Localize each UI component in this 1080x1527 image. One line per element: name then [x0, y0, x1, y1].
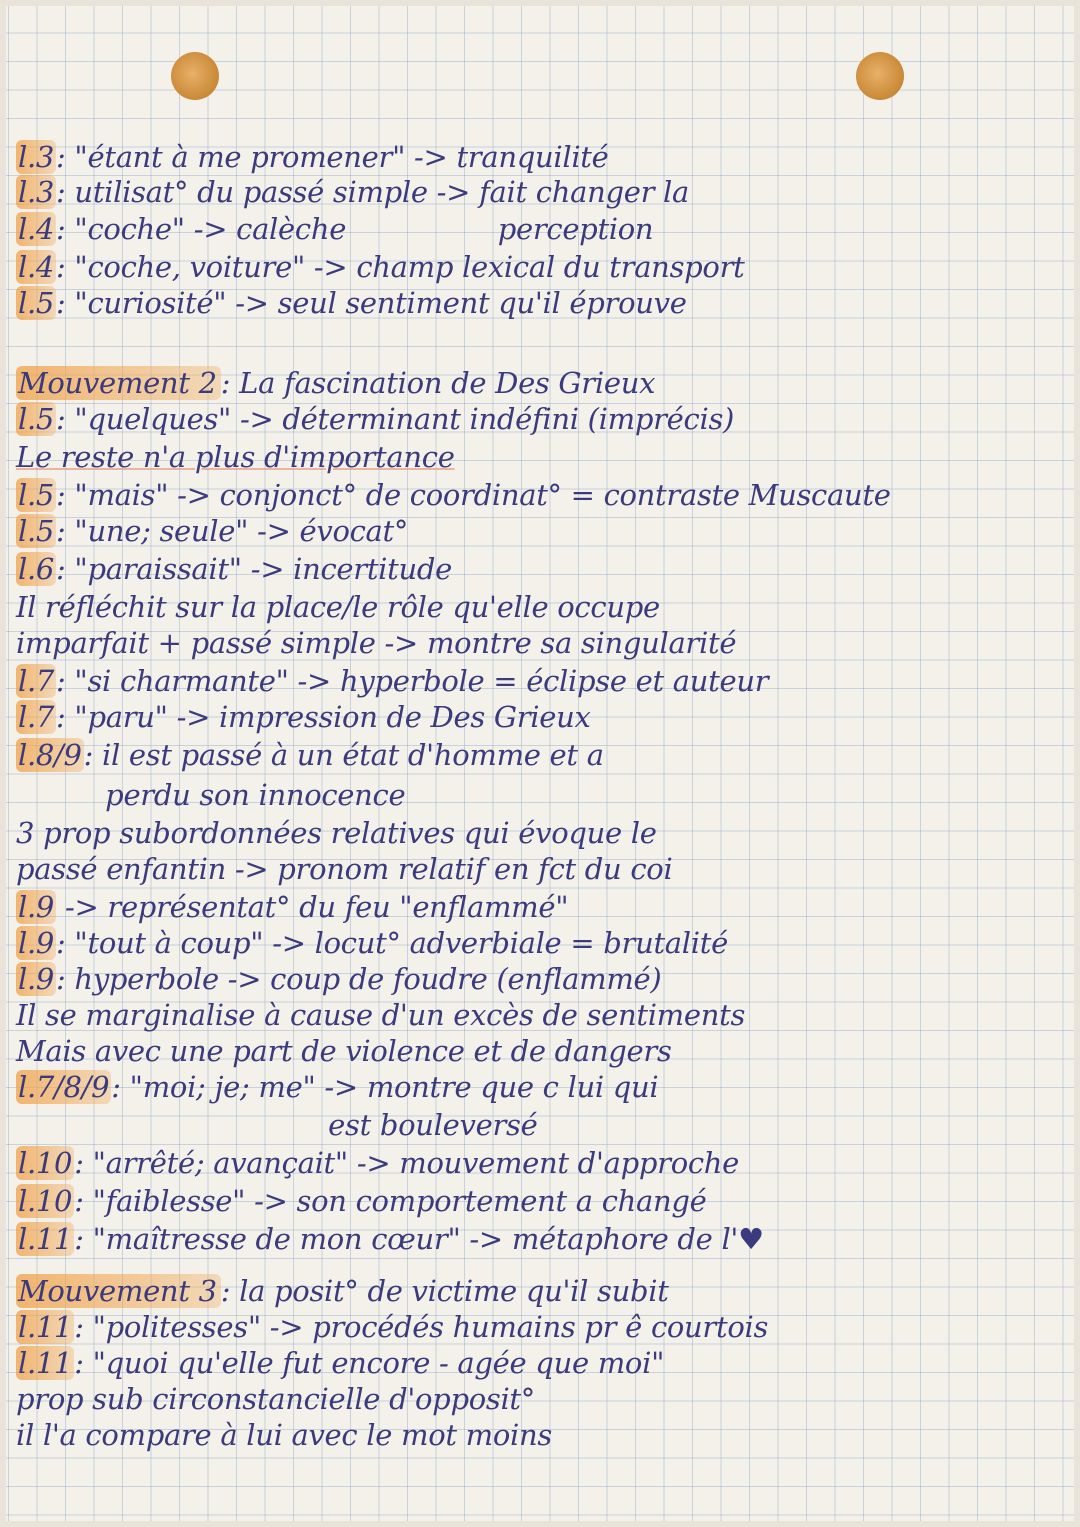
note-line — [16, 778, 405, 812]
note-text: : "si charmante" -> hyperbole = éclipse et auteur — [56, 664, 769, 698]
line-reference-highlight: l.5 — [18, 402, 55, 436]
note-text: : utilisat° du passé simple -> fait changer la — [56, 175, 690, 209]
line-reference-highlight: l.5 — [18, 514, 55, 548]
note-line — [16, 852, 672, 886]
note-text: : "mais" -> conjonct° de coordinat° = contraste Muscaute — [56, 478, 891, 512]
note-line — [16, 140, 609, 174]
note-line — [16, 1070, 658, 1104]
note-line — [16, 1346, 664, 1380]
line-reference-highlight: l.11 — [18, 1222, 73, 1256]
line-reference-highlight: l.9 — [18, 926, 55, 960]
note-text: : "arrêté; avançait" -> mouvement d'approche — [74, 1146, 740, 1180]
note-line — [16, 1146, 739, 1180]
note-text: 3 prop subordonnées relatives qui évoque le — [16, 816, 657, 850]
note-line — [16, 1184, 707, 1218]
note-line — [16, 738, 604, 772]
line-reference-highlight: Mouvement 3 — [16, 1274, 221, 1308]
line-reference-highlight: Mouvement 2 — [16, 366, 221, 400]
line-reference-highlight: l.7 — [18, 700, 55, 734]
note-text: : "faiblesse" -> son comportement a changé — [74, 1184, 707, 1218]
note-line — [16, 998, 745, 1032]
line-reference-highlight: l.7/8/9 — [18, 1070, 110, 1104]
note-line — [16, 250, 745, 284]
note-line — [16, 175, 689, 209]
note-line — [16, 626, 736, 660]
note-text: prop sub circonstancielle d'opposit° — [16, 1382, 535, 1416]
note-line — [16, 1034, 672, 1068]
note-text: -> représentat° du feu "enflammé" — [56, 890, 569, 924]
note-text: : "paru" -> impression de Des Grieux — [56, 700, 591, 734]
note-text: Il se marginalise à cause d'un excès de sentiments — [16, 998, 746, 1032]
note-line — [16, 1274, 669, 1308]
note-text: : "moi; je; me" -> montre que c lui qui — [111, 1070, 659, 1104]
note-line — [16, 478, 891, 512]
note-line — [16, 890, 568, 924]
punch-hole-left — [171, 52, 219, 100]
note-line — [16, 212, 653, 246]
note-text: : la posit° de victime qu'il subit — [220, 1274, 669, 1308]
note-line — [16, 366, 655, 400]
punch-hole-right — [856, 52, 904, 100]
note-line — [16, 1310, 768, 1344]
line-reference-highlight: l.5 — [18, 478, 55, 512]
note-text: passé enfantin -> pronom relatif en fct du coi — [16, 852, 673, 886]
line-reference-highlight: l.3 — [18, 140, 55, 174]
line-reference-highlight: l.4 — [18, 212, 55, 246]
line-reference-highlight: l.6 — [18, 552, 55, 586]
line-reference-highlight: l.9 — [18, 890, 55, 924]
note-text: Il réfléchit sur la place/le rôle qu'elle occupe — [16, 590, 660, 624]
note-text: : "coche, voiture" -> champ lexical du transport — [56, 250, 745, 284]
note-text: Mais avec une part de violence et de dangers — [16, 1034, 672, 1068]
line-reference-highlight: l.11 — [18, 1346, 73, 1380]
note-line — [16, 590, 660, 624]
note-line — [16, 1418, 552, 1452]
note-text: : "curiosité" -> seul sentiment qu'il éprouve — [56, 286, 687, 320]
line-reference-highlight: l.9 — [18, 962, 55, 996]
note-line — [16, 816, 657, 850]
note-text: : "politesses" -> procédés humains pr ê courtois — [74, 1310, 769, 1344]
note-text: perdu son innocence — [16, 778, 406, 812]
note-line — [16, 514, 408, 548]
note-line — [16, 1222, 764, 1256]
note-text: : "quelques" -> déterminant indéfini (imprécis) — [56, 402, 735, 436]
note-text: : "tout à coup" -> locut° adverbiale = brutalité — [56, 926, 728, 960]
note-line — [16, 926, 728, 960]
note-line — [16, 664, 768, 698]
note-line — [16, 440, 455, 474]
note-text: est bouleversé — [16, 1108, 538, 1142]
line-reference-highlight: l.10 — [18, 1146, 73, 1180]
line-reference-highlight: l.4 — [18, 250, 55, 284]
line-reference-highlight: l.10 — [18, 1184, 73, 1218]
note-text: imparfait + passé simple -> montre sa singularité — [16, 626, 737, 660]
note-line — [16, 700, 591, 734]
note-line — [16, 552, 452, 586]
note-line — [16, 1108, 537, 1142]
line-reference-highlight: l.7 — [18, 664, 55, 698]
note-text: : "une; seule" -> évocat° — [56, 514, 409, 548]
note-text: : hyperbole -> coup de foudre (enflammé) — [56, 962, 662, 996]
note-text: : La fascination de Des Grieux — [220, 366, 656, 400]
note-line — [16, 962, 661, 996]
line-reference-highlight: l.3 — [18, 175, 55, 209]
note-line — [16, 1382, 535, 1416]
note-text: : "maîtresse de mon cœur" -> métaphore de l'♥ — [74, 1222, 764, 1256]
note-text: : "paraissait" -> incertitude — [56, 552, 453, 586]
note-text: : il est passé à un état d'homme et a — [83, 738, 604, 772]
note-text: il l'a compare à lui avec le mot moins — [16, 1418, 552, 1452]
note-text: : "étant à me promener" -> tranquilité — [56, 140, 609, 174]
note-line — [16, 402, 734, 436]
note-text: : "quoi qu'elle fut encore - agée que moi" — [74, 1346, 665, 1380]
note-text: : "coche" -> calèche perception — [56, 212, 654, 246]
note-text: Le reste n'a plus d'importance — [16, 440, 455, 474]
line-reference-highlight: l.5 — [18, 286, 55, 320]
line-reference-highlight: l.11 — [18, 1310, 73, 1344]
note-line — [16, 286, 687, 320]
line-reference-highlight: l.8/9 — [18, 738, 82, 772]
